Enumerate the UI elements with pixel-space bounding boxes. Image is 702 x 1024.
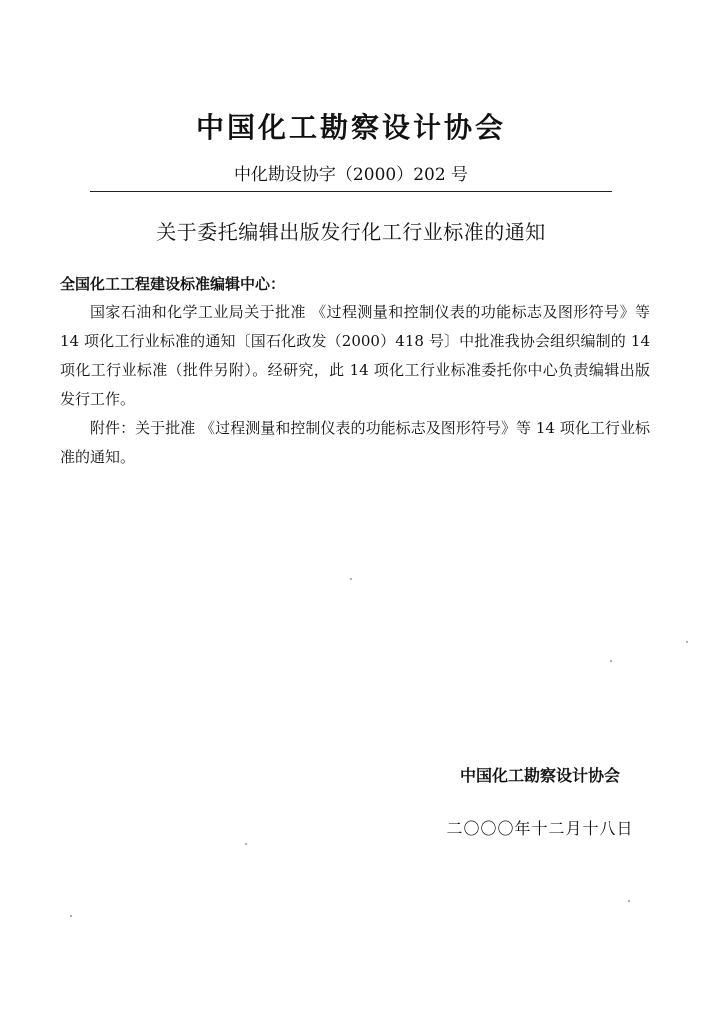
body-paragraph-attachment: 附件：关于批准 《过程测量和控制仪表的功能标志及图形符号》等 14 项化工行业标准的通知。 <box>60 419 650 466</box>
issuing-organization-title: 中国化工勘察设计协会 <box>195 111 506 144</box>
recipient-line: 全国化工工程建设标准编辑中心： <box>60 275 286 293</box>
signature-organization: 中国化工勘察设计协会 <box>459 766 620 785</box>
scan-speck <box>350 578 352 580</box>
scan-speck <box>686 641 688 643</box>
notice-title: 关于委托编辑出版发行化工行业标准的通知 <box>156 220 546 244</box>
scan-speck <box>628 900 630 902</box>
scan-speck <box>610 660 612 662</box>
scan-speck <box>245 843 247 845</box>
scan-speck <box>70 915 72 917</box>
document-number: 中化勘设协字（2000）202 号 <box>233 165 469 185</box>
notice-body <box>60 298 650 472</box>
header-divider <box>90 191 612 192</box>
signature-date: 二〇〇〇年十二月十八日 <box>446 819 634 838</box>
body-paragraph-main: 国家石油和化学工业局关于批准 《过程测量和控制仪表的功能标志及图形符号》等 14 项化工行业标准的通知〔国石化政发（2000）418 号〕中批准我协会组织编制的 14 项化工行业标准（批件另附）。经研究，此 14 项化工行业标准委托你中心负责编辑出版发行工作。 <box>60 303 650 408</box>
